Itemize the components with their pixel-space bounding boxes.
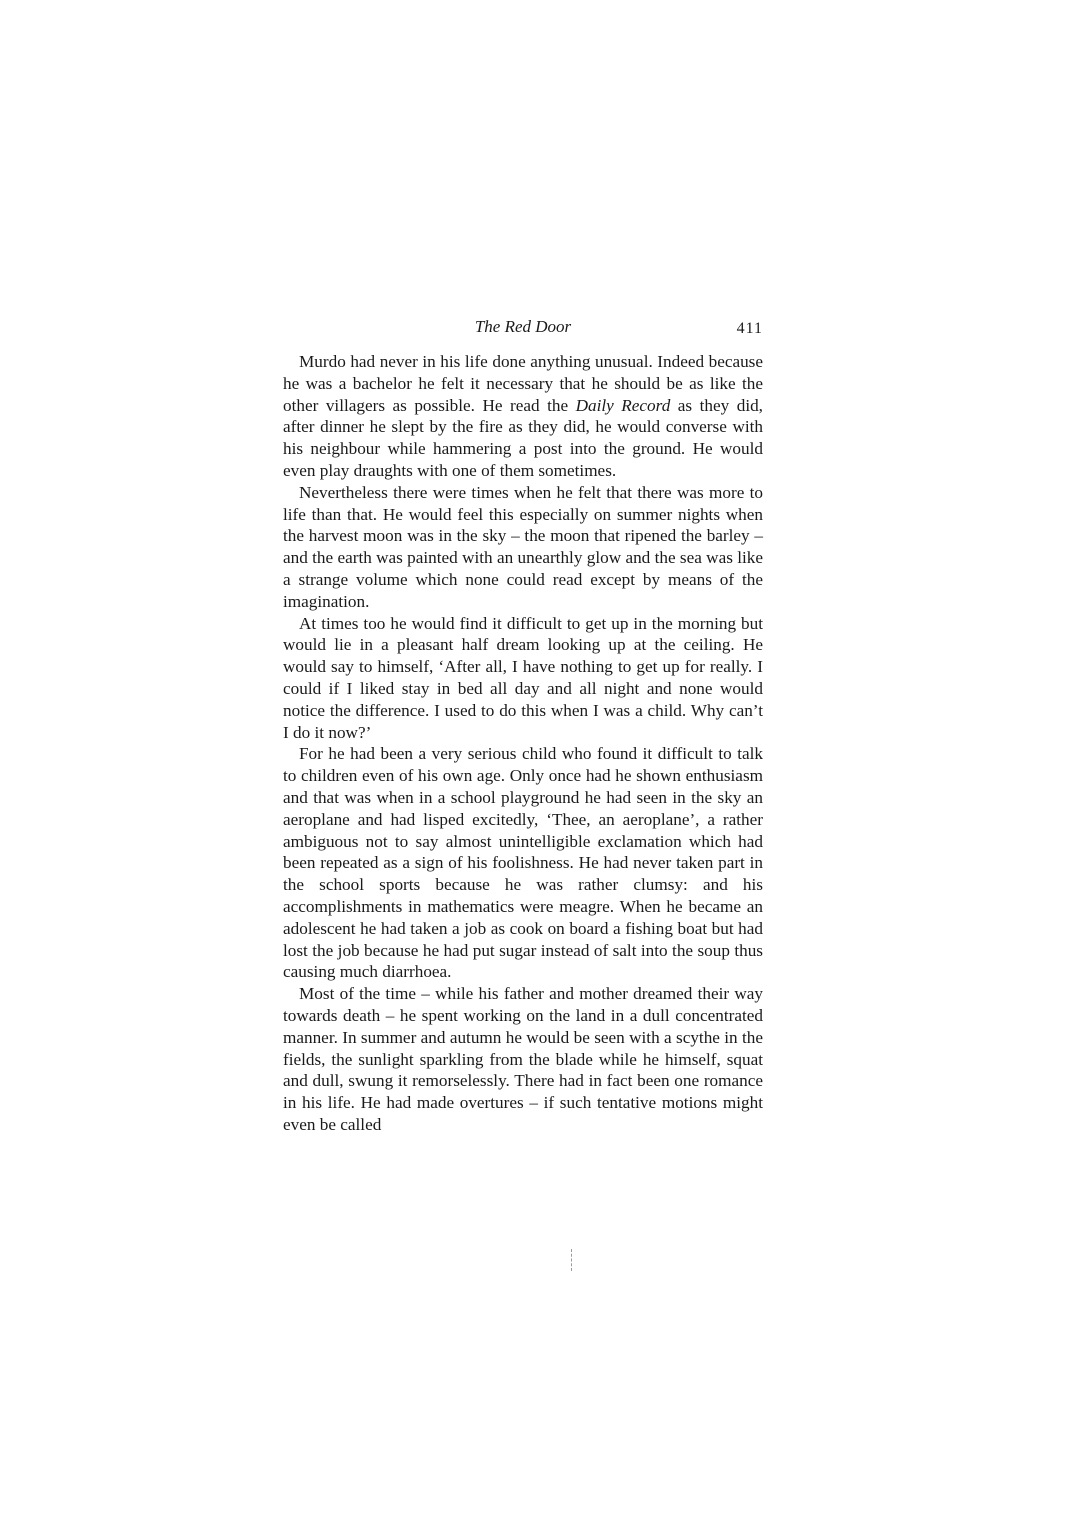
paragraph-5: Most of the time – while his father and mother dreamed their way towards death – he spent working on the land in a dull concentrated manner. In summer and autumn he would be seen with a scythe in the fields, the sunlight sparkling from the blade while he himself, squat and dull, swung it remorselessly. There had in fact been one romance in his life. He had made overtures – if such tentative motions might even be called xyxy=(283,984,763,1134)
page-header xyxy=(283,316,763,340)
paragraph-1-end: as they did, after dinner he slept by the fire as they did, he would converse with his neighbour while hammering a post into the ground. He would even play draughts with one of them sometimes. xyxy=(283,395,763,480)
newspaper-title: Daily Record xyxy=(575,395,671,415)
paragraph-4: For he had been a very serious child who found it difficult to talk to children even of his own age. Only once had he shown enthusiasm and that was when in a school playground he had seen in the sky an aeroplane and had lisped excitedly, ‘Thee, an aeroplane’, a rather ambiguous not to say almost unintelligible exclamation which had been repeated as a sign of his foolishness. He had never taken part in the school sports because he was rather clumsy: and his accomplishments in mathematics were meagre. When he became an adolescent he had taken a job as cook on board a fishing boat but had lost the job because he had put sugar instead of salt into the soup thus causing much diarrhoea. xyxy=(283,744,763,982)
page-gutter-mark xyxy=(571,1249,573,1271)
paragraph-3: At times too he would find it difficult to get up in the morning but would lie in a pleasant half dream looking up at the ceiling. He would say to himself, ‘After all, I have nothing to get up for really. I could if I liked stay in bed all day and all night and none would notice the difference. I used to do this when I was a child. Why can’t I do it now?’ xyxy=(283,613,763,742)
paragraph-1-start: Murdo had never in his life done anything unusual. Indeed because he was a bachelor he felt it necessary that he should be as like the other villagers as possible. He read the xyxy=(283,352,763,415)
paragraph-2: Nevertheless there were times when he felt that there was more to life than that. He would feel this especially on summer nights when the harvest moon was in the sky – the moon that ripened the barley – and the earth was painted with an unearthly glow and the sea was like a strange volume which none could read except by means of the imagination. xyxy=(283,482,763,611)
page-number: 411 xyxy=(736,320,763,337)
running-title: The Red Door xyxy=(474,317,572,336)
paragraph-1 xyxy=(283,351,763,482)
body-text xyxy=(283,351,763,1136)
